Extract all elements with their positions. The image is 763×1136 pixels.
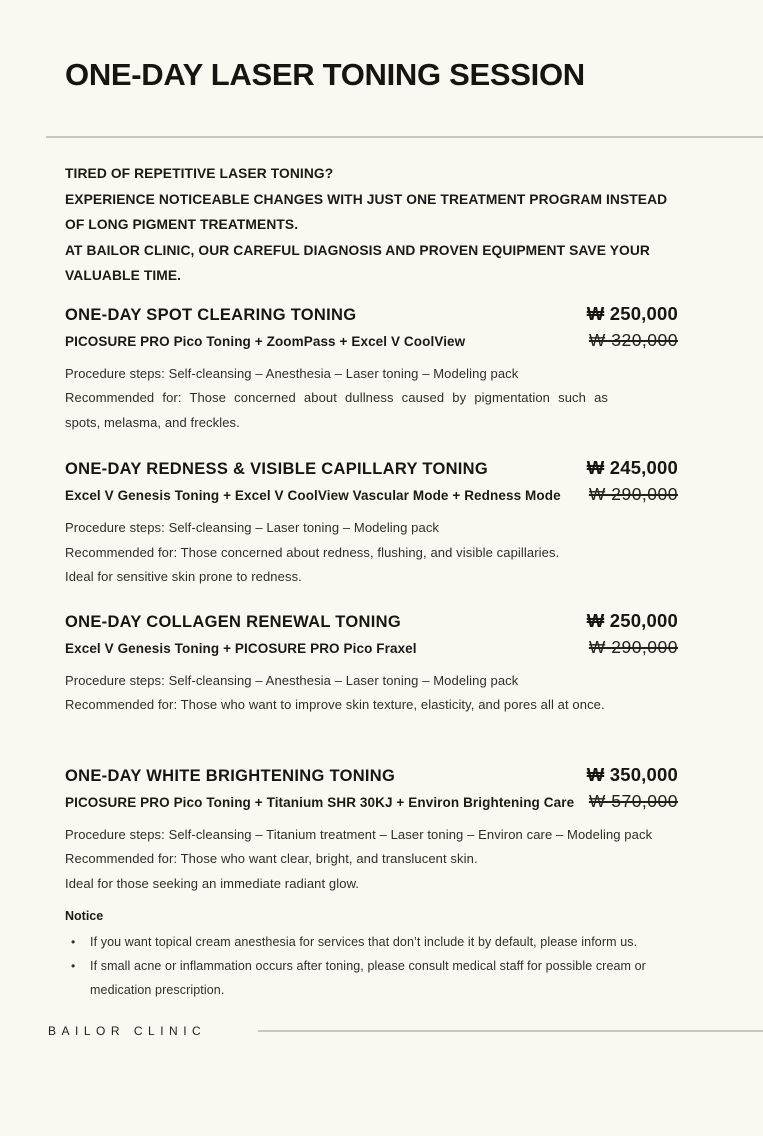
recommended-for: Recommended for: Those concerned about redness, flushing, and visible capillaries. [65, 544, 560, 560]
footer [48, 1024, 763, 1038]
service-description [65, 362, 678, 436]
intro-line: TIRED OF REPETITIVE LASER TONING? [65, 166, 334, 181]
pricing-page [0, 56, 763, 1136]
intro-line: VALUABLE TIME. [65, 268, 182, 283]
service-list [65, 303, 678, 897]
recommended-for-continued: spots, melasma, and freckles. [65, 414, 240, 430]
section-subtitle-row [65, 484, 678, 506]
intro-text [65, 161, 678, 289]
section-header-row [65, 303, 678, 325]
service-section-redness-capillary [65, 457, 678, 590]
procedure-steps: Procedure steps: Self-cleansing – Anesthesia – Laser toning – Modeling pack [65, 672, 519, 688]
notice-text [90, 954, 678, 1002]
service-section-white-brightening [65, 764, 678, 897]
section-subtitle-row [65, 791, 678, 813]
price-current: ₩ 250,000 [586, 302, 678, 324]
service-title: ONE-DAY COLLAGEN RENEWAL TONING [65, 612, 401, 631]
service-description [65, 669, 678, 718]
section-subtitle-row [65, 330, 678, 352]
recommended-for: Recommended for: Those who want to improve skin texture, elasticity, and pores all at once. [65, 697, 605, 712]
procedure-steps: Procedure steps: Self-cleansing – Titanium treatment – Laser toning – Environ care – Modeling pack [65, 826, 653, 842]
intro-line: AT BAILOR CLINIC, OUR CAREFUL DIAGNOSIS AND PROVEN EQUIPMENT SAVE YOUR [65, 242, 650, 258]
notice-text [90, 930, 678, 954]
price-original: ₩ 320,000 [588, 329, 678, 350]
recommended-for: Recommended for: Those who want clear, bright, and translucent skin. [65, 851, 478, 866]
service-subtitle: Excel V Genesis Toning + Excel V CoolView Vascular Mode + Redness Mode [65, 488, 561, 503]
service-section-spot-clearing [65, 303, 678, 436]
price-current: ₩ 245,000 [586, 457, 678, 478]
footer-divider [258, 1030, 763, 1032]
section-header-row [65, 764, 678, 786]
ideal-for: Ideal for sensitive skin prone to redness. [65, 569, 302, 584]
section-header-row [65, 457, 678, 479]
procedure-steps: Procedure steps: Self-cleansing – Laser toning – Modeling pack [65, 520, 440, 535]
page-title: ONE-DAY LASER TONING SESSION [65, 57, 585, 92]
brand-logo: BAILOR CLINIC [48, 1024, 207, 1038]
notice-item [71, 954, 678, 1002]
service-section-collagen-renewal [65, 610, 678, 718]
notice-title: Notice [65, 909, 104, 923]
notice-list [65, 930, 678, 1002]
section-subtitle-row [65, 637, 678, 659]
price-current: ₩ 350,000 [586, 763, 678, 785]
price-original: ₩ 570,000 [588, 790, 678, 811]
service-title: ONE-DAY WHITE BRIGHTENING TONING [65, 766, 396, 785]
bullet-icon: • [71, 935, 76, 949]
header-divider [46, 136, 763, 138]
section-header-row [65, 610, 678, 632]
service-description [65, 823, 678, 897]
service-description [65, 516, 678, 590]
ideal-for: Ideal for those seeking an immediate radiant glow. [65, 875, 360, 891]
service-title: ONE-DAY SPOT CLEARING TONING [65, 305, 357, 324]
service-subtitle: PICOSURE PRO Pico Toning + Titanium SHR 30KJ + Environ Brightening Care [65, 794, 575, 810]
procedure-steps: Procedure steps: Self-cleansing – Anesthesia – Laser toning – Modeling pack [65, 365, 519, 381]
notice-line: If small acne or inflammation occurs after toning, please consult medical staff for possible cream or [90, 959, 646, 973]
service-title: ONE-DAY REDNESS & VISIBLE CAPILLARY TONING [65, 460, 489, 478]
notice [65, 906, 678, 1002]
intro-line: EXPERIENCE NOTICEABLE CHANGES WITH JUST ONE TREATMENT PROGRAM INSTEAD [65, 191, 668, 207]
recommended-for: Recommended for: Those concerned about dullness caused by pigmentation such as [65, 390, 608, 405]
notice-line: medication prescription. [90, 983, 225, 997]
bullet-icon: • [71, 959, 76, 973]
service-subtitle: Excel V Genesis Toning + PICOSURE PRO Pico Fraxel [65, 640, 417, 656]
service-subtitle: PICOSURE PRO Pico Toning + ZoomPass + Excel V CoolView [65, 333, 466, 349]
notice-line: If you want topical cream anesthesia for services that don’t include it by default, please inform us. [90, 935, 638, 949]
price-current: ₩ 250,000 [586, 609, 678, 631]
notice-item [71, 930, 678, 954]
price-original: ₩ 290,000 [588, 484, 678, 504]
intro-line: OF LONG PIGMENT TREATMENTS. [65, 217, 299, 232]
price-original: ₩ 290,000 [588, 636, 678, 657]
